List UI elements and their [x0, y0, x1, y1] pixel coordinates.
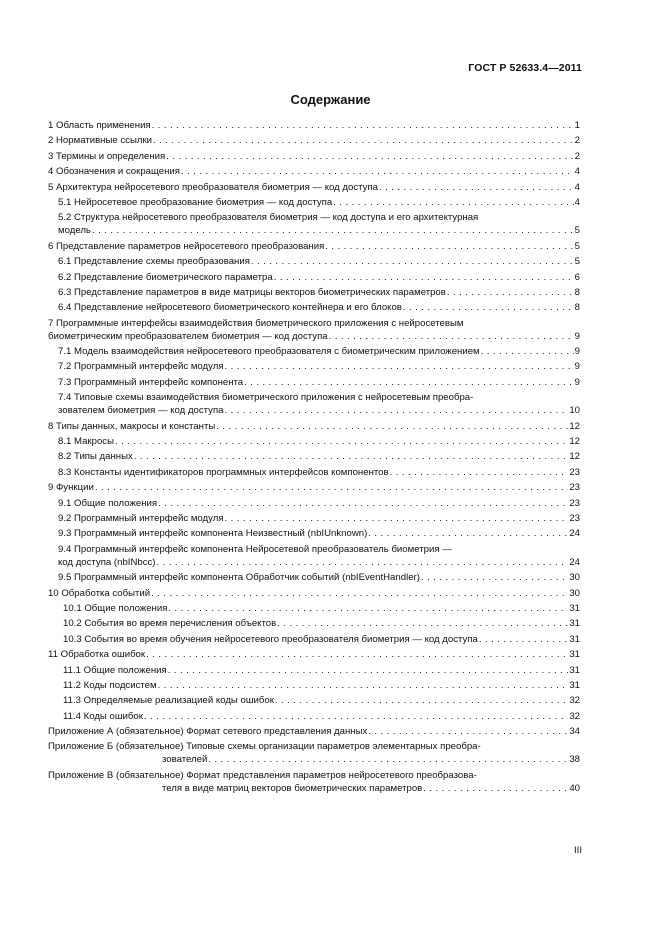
standard-designation: ГОСТ Р 52633.4—2011: [468, 62, 582, 74]
toc-page-number: 23: [569, 512, 580, 524]
toc-page-number: 8: [574, 286, 580, 298]
dot-leader: [244, 376, 574, 389]
toc-page-number: 24: [569, 556, 580, 568]
toc-entry[interactable]: [48, 165, 580, 178]
toc-page-number: 31: [569, 664, 580, 676]
toc-entry-title: 6.3 Представление параметров в виде матрицы векторов биометрических параметров: [58, 286, 446, 298]
toc-entry[interactable]: [48, 150, 580, 163]
toc-page-number: 31: [569, 602, 580, 614]
toc-entry[interactable]: [58, 391, 580, 417]
toc-entry-title: 9.4 Программный интерфейс компонента Нейросетевой преобразователь биометрия —: [58, 543, 452, 555]
toc-page-number: 10: [569, 405, 580, 417]
toc-entry[interactable]: [48, 481, 580, 494]
toc-entry[interactable]: [48, 317, 580, 343]
toc-entry[interactable]: [48, 119, 580, 132]
dot-leader: [277, 617, 568, 630]
toc-page-number: 12: [569, 436, 580, 448]
toc-page-number: 34: [569, 726, 580, 738]
toc-page-number: 31: [569, 649, 580, 661]
toc-page-number: 32: [569, 710, 580, 722]
toc-entry-title: 10.1 Общие положения: [63, 602, 168, 614]
toc-entry[interactable]: [63, 617, 580, 630]
toc-page-number: 9: [574, 346, 580, 358]
dot-leader: [166, 150, 573, 163]
toc-page-number: 9: [574, 361, 580, 373]
dot-leader: [168, 602, 568, 615]
toc-entry-title: 3 Термины и определения: [48, 150, 166, 162]
dot-leader: [225, 404, 569, 417]
toc-entry[interactable]: [58, 211, 580, 237]
toc-entry[interactable]: [48, 769, 580, 795]
toc-entry-title: 5.2 Структура нейросетевого преобразователя биометрия — код доступа и его архитектурная: [58, 212, 479, 224]
dot-leader: [368, 527, 568, 540]
toc-page-number: 23: [569, 482, 580, 494]
toc-page-number: 32: [569, 695, 580, 707]
toc-entry[interactable]: [63, 694, 580, 707]
dot-leader: [225, 360, 574, 373]
toc-entry[interactable]: [58, 255, 580, 268]
toc-entry-title: 7.1 Модель взаимодействия нейросетевого преобразователя с биометрическим приложением: [58, 346, 480, 358]
dot-leader: [158, 497, 568, 510]
toc-entry[interactable]: [58, 512, 580, 525]
toc-entry[interactable]: [48, 587, 580, 600]
dot-leader: [447, 286, 574, 299]
dot-leader: [423, 782, 568, 795]
dot-leader: [115, 435, 568, 448]
toc-entry[interactable]: [58, 286, 580, 299]
dot-leader: [181, 165, 574, 178]
toc-entry[interactable]: [58, 271, 580, 284]
toc-entry-title: 8 Типы данных, макросы и константы: [48, 420, 216, 432]
toc-page-number: 31: [569, 618, 580, 630]
toc-page-number: 5: [574, 256, 580, 268]
toc-page-number: 30: [569, 587, 580, 599]
toc-page-number: 23: [569, 466, 580, 478]
toc-entry-title: 6.1 Представление схемы преобразования: [58, 256, 250, 268]
toc-entry-title: 6.2 Представление биометрического параметра: [58, 271, 273, 283]
toc-entry-title: 10.2 События во время перечисления объектов: [63, 618, 277, 630]
toc-entry[interactable]: [63, 602, 580, 615]
toc-entry[interactable]: [58, 376, 580, 389]
toc-page-number: 2: [574, 150, 580, 162]
toc-entry-title: 5 Архитектура нейросетевого преобразователя биометрия — код доступа: [48, 181, 378, 193]
toc-entry[interactable]: [58, 527, 580, 540]
dot-leader: [168, 664, 569, 677]
toc-entry[interactable]: [58, 450, 580, 463]
dot-leader: [481, 345, 574, 358]
toc-entry-title: 1 Область применения: [48, 120, 151, 131]
toc-entry-title: 8.1 Макросы: [58, 436, 114, 448]
toc-entry-title: 6 Представление параметров нейросетевого преобразования: [48, 240, 325, 252]
toc-entry[interactable]: [48, 420, 580, 433]
dot-leader: [146, 648, 568, 661]
toc-entry-title: 4 Обозначения и сокращения: [48, 166, 180, 178]
toc-page-number: 31: [569, 679, 580, 691]
toc-page-number: 6: [574, 271, 580, 283]
toc-entry-title: код доступа (nbINbcc): [58, 556, 156, 568]
toc-entry[interactable]: [58, 497, 580, 510]
toc-entry-title: 7.3 Программный интерфейс компонента: [58, 376, 244, 388]
dot-leader: [251, 255, 574, 268]
toc-page-number: 4: [574, 166, 580, 178]
toc-entry-title: 9.5 Программный интерфейс компонента Обработчик событий (nbIEventHandler): [58, 572, 420, 584]
toc-entry-title: 10.3 События во время обучения нейросетевого преобразователя биометрия — код доступа: [63, 633, 478, 645]
toc-page-number: 30: [569, 572, 580, 584]
toc-entry-title: Приложение В (обязательное) Формат представления параметров нейросетевого преобразова-: [48, 769, 477, 781]
dot-leader: [390, 466, 569, 479]
dot-leader: [151, 587, 568, 600]
dot-leader: [225, 512, 569, 525]
dot-leader: [421, 571, 568, 584]
toc-page-number: 12: [569, 451, 580, 463]
toc-entry-title: 11.4 Коды ошибок: [63, 710, 143, 722]
table-of-contents: [48, 119, 580, 797]
toc-page-number: 40: [569, 782, 580, 794]
toc-page-number: 5: [574, 225, 580, 237]
dot-leader: [152, 119, 574, 132]
toc-entry-title: Приложение Б (обязательное) Типовые схемы организации параметров элементарных преобра-: [48, 741, 481, 753]
toc-page-number: 4: [574, 181, 580, 193]
dot-leader: [216, 420, 568, 433]
dot-leader: [158, 679, 569, 692]
toc-entry-title: 7 Программные интерфейсы взаимодействия биометрического приложения с нейросетевым: [48, 317, 464, 329]
dot-leader: [208, 753, 568, 766]
toc-entry-title: 8.3 Константы идентификаторов программных интерфейсов компонентов: [58, 466, 389, 478]
toc-entry[interactable]: [63, 679, 580, 692]
toc-entry-title: 9.3 Программный интерфейс компонента Неизвестный (nbIUnknown): [58, 528, 368, 540]
dot-leader: [379, 181, 574, 194]
dot-leader: [329, 330, 574, 343]
toc-entry-title: биометрическим преобразователем биометрия — код доступа: [48, 330, 328, 342]
page-title: Содержание: [290, 92, 371, 107]
toc-entry[interactable]: [48, 648, 580, 661]
toc-entry-title: 5.1 Нейросетевое преобразование биометрия — код доступа: [58, 196, 333, 208]
toc-entry[interactable]: [63, 664, 580, 677]
toc-entry-title: 9.1 Общие положения: [58, 497, 158, 509]
toc-entry[interactable]: [48, 740, 580, 766]
toc-page-number: 12: [569, 420, 580, 432]
toc-entry[interactable]: [48, 134, 580, 147]
page-number: III: [574, 845, 582, 856]
toc-page-number: 1: [574, 120, 580, 131]
toc-entry[interactable]: [58, 571, 580, 584]
dot-leader: [92, 224, 574, 237]
dot-leader: [274, 271, 574, 284]
toc-entry[interactable]: [58, 345, 580, 358]
toc-page-number: 9: [574, 330, 580, 342]
toc-entry-title: 8.2 Типы данных: [58, 451, 133, 463]
dot-leader: [333, 196, 573, 209]
toc-entry-title: зователем биометрия — код доступа: [58, 405, 224, 417]
toc-entry-title: 7.2 Программный интерфейс модуля: [58, 361, 224, 373]
toc-entry-title: 7.4 Типовые схемы взаимодействия биометрического приложения с нейросетевым преобра-: [58, 392, 474, 404]
toc-entry[interactable]: [48, 725, 580, 738]
toc-entry-title: Приложение А (обязательное) Формат сетевого представления данных: [48, 726, 368, 738]
toc-entry[interactable]: [58, 435, 580, 448]
dot-leader: [134, 450, 569, 463]
dot-leader: [368, 725, 568, 738]
toc-page-number: 23: [569, 497, 580, 509]
dot-leader: [479, 633, 569, 646]
dot-leader: [325, 240, 573, 253]
toc-entry[interactable]: [48, 181, 580, 194]
toc-entry[interactable]: [58, 466, 580, 479]
toc-entry-title: 11.3 Определяемые реализацией коды ошибок: [63, 695, 274, 707]
toc-page-number: 9: [574, 376, 580, 388]
toc-entry-title: теля в виде матриц векторов биометрических параметров: [162, 782, 423, 794]
toc-entry-title: 11.1 Общие положения: [63, 664, 167, 676]
toc-entry-title: зователей: [162, 754, 208, 766]
dot-leader: [275, 694, 568, 707]
dot-leader: [95, 481, 569, 494]
toc-entry[interactable]: [58, 301, 580, 314]
toc-entry[interactable]: [58, 360, 580, 373]
dot-leader: [153, 134, 574, 147]
toc-entry[interactable]: [63, 710, 580, 723]
toc-entry-title: 9.2 Программный интерфейс модуля: [58, 512, 224, 524]
toc-entry-title: 6.4 Представление нейросетевого биометрического контейнера и его блоков: [58, 302, 402, 314]
toc-page-number: 8: [574, 302, 580, 314]
toc-entry[interactable]: [58, 196, 580, 209]
toc-entry-title: 10 Обработка событий: [48, 587, 151, 599]
toc-page-number: 24: [569, 528, 580, 540]
toc-page-number: 38: [569, 754, 580, 766]
toc-page-number: 5: [574, 240, 580, 252]
toc-entry[interactable]: [58, 543, 580, 569]
toc-entry[interactable]: [48, 240, 580, 253]
toc-page-number: 4: [574, 196, 580, 208]
dot-leader: [403, 301, 574, 314]
toc-entry[interactable]: [63, 633, 580, 646]
toc-entry-title: 11 Обработка ошибок: [48, 649, 146, 661]
dot-leader: [144, 710, 568, 723]
toc-page-number: 31: [569, 633, 580, 645]
toc-entry-title: модель: [58, 225, 91, 237]
toc-entry-title: 2 Нормативные ссылки: [48, 135, 153, 147]
toc-page-number: 2: [574, 135, 580, 147]
toc-entry-title: 9 Функции: [48, 482, 94, 494]
dot-leader: [157, 556, 569, 569]
toc-entry-title: 11.2 Коды подсистем: [63, 679, 157, 691]
